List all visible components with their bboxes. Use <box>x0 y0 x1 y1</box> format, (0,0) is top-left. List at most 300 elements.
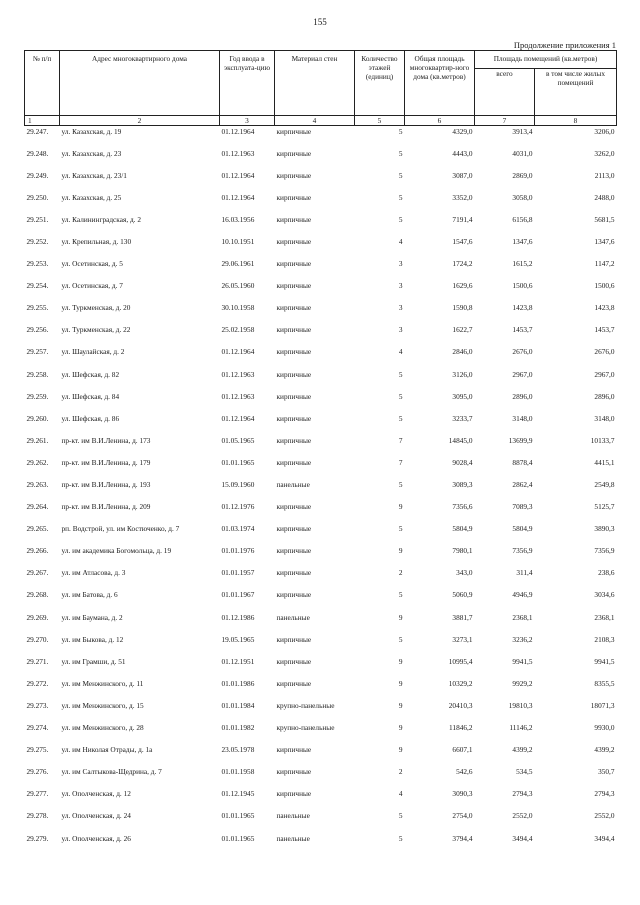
total-area-cell: 7356,6 <box>452 502 473 512</box>
premises-total-cell: 1423,8 <box>512 303 533 313</box>
address-cell: ул. Шаулайская, д. 2 <box>61 347 125 357</box>
total-area-cell: 1724,2 <box>452 259 473 269</box>
address-cell: ул. Шефская, д. 84 <box>61 391 120 401</box>
row-number: 29.253. <box>26 259 49 269</box>
row-number: 29.261. <box>26 435 49 445</box>
living-area-cell: 1453,7 <box>594 325 615 335</box>
year-cell: 01.01.1967 <box>221 590 255 600</box>
premises-total-cell: 3236,2 <box>512 634 533 644</box>
row-number: 29.262. <box>26 457 49 467</box>
row-number: 29.269. <box>26 612 49 622</box>
total-area-cell: 9028,4 <box>452 457 473 467</box>
table-row <box>25 766 617 788</box>
total-area-cell: 542,6 <box>456 767 473 777</box>
year-cell: 25.02.1958 <box>221 325 255 335</box>
address-cell: ул. Крепильная, д. 130 <box>61 236 132 246</box>
row-number: 29.268. <box>26 590 49 600</box>
year-cell: 19.05.1965 <box>221 634 255 644</box>
row-number: 29.270. <box>26 634 49 644</box>
material-cell: кирпичные <box>276 192 312 202</box>
floors-cell: 4 <box>398 347 403 357</box>
living-area-cell: 3890,3 <box>594 524 615 534</box>
address-cell: ул. Казахская, д. 25 <box>61 192 122 202</box>
row-number: 29.271. <box>26 656 49 666</box>
row-number: 29.274. <box>26 723 49 733</box>
year-cell: 01.12.1963 <box>221 148 255 158</box>
material-cell: кирпичные <box>276 170 312 180</box>
year-cell: 01.12.1963 <box>221 369 255 379</box>
material-cell: кирпичные <box>276 325 312 335</box>
row-number: 29.251. <box>26 214 49 224</box>
floors-cell: 5 <box>398 214 403 224</box>
address-cell: ул. Ополченская, д. 26 <box>61 833 131 843</box>
total-area-cell: 5060,9 <box>452 590 473 600</box>
total-area-cell: 4443,0 <box>452 148 473 158</box>
address-cell: ул. Казахская, д. 23/1 <box>61 170 127 180</box>
living-area-cell: 9930,0 <box>594 723 615 733</box>
housing-table <box>24 50 617 855</box>
floors-cell: 2 <box>398 767 403 777</box>
year-cell: 01.01.1982 <box>221 723 255 733</box>
living-area-cell: 1423,8 <box>594 303 615 313</box>
living-area-cell: 2967,0 <box>594 369 615 379</box>
year-cell: 01.12.1951 <box>221 656 255 666</box>
living-area-cell: 3206,0 <box>594 127 615 136</box>
floors-cell: 7 <box>398 457 403 467</box>
floors-cell: 5 <box>398 391 403 401</box>
address-cell: рп. Водстрой, ул. им Костюченко, д. 7 <box>61 524 180 534</box>
premises-total-cell: 7089,3 <box>512 502 533 512</box>
row-number: 29.264. <box>26 502 49 512</box>
living-area-cell: 3494,4 <box>594 833 615 843</box>
column-number: 7 <box>475 116 535 126</box>
year-cell: 01.12.1964 <box>221 413 255 423</box>
table-row <box>25 369 617 391</box>
material-cell: кирпичные <box>276 391 312 401</box>
table-row <box>25 589 617 611</box>
table-row <box>25 523 617 545</box>
header-material: Материал стен <box>275 51 355 116</box>
premises-total-cell: 2794,3 <box>512 789 533 799</box>
year-cell: 16.03.1956 <box>221 214 255 224</box>
table-row <box>25 435 617 457</box>
column-number: 4 <box>275 116 355 126</box>
column-number: 5 <box>355 116 405 126</box>
year-cell: 10.10.1951 <box>221 236 255 246</box>
table-row <box>25 346 617 368</box>
table-row <box>25 612 617 634</box>
address-cell: ул. им академика Богомольца, д. 19 <box>61 546 172 556</box>
living-area-cell: 18071,3 <box>590 700 615 710</box>
floors-cell: 9 <box>398 656 403 666</box>
floors-cell: 5 <box>398 590 403 600</box>
address-cell: ул. Ополченская, д. 24 <box>61 811 131 821</box>
total-area-cell: 3881,7 <box>452 612 473 622</box>
total-area-cell: 3233,7 <box>452 413 473 423</box>
year-cell: 01.01.1976 <box>221 546 255 556</box>
table-row <box>25 413 617 435</box>
material-cell: кирпичные <box>276 546 312 556</box>
living-area-cell: 7356,9 <box>594 546 615 556</box>
table-row <box>25 192 617 214</box>
premises-total-cell: 9941,5 <box>512 656 533 666</box>
total-area-cell: 7980,1 <box>452 546 473 556</box>
year-cell: 01.01.1957 <box>221 568 255 578</box>
total-area-cell: 10995,4 <box>448 656 473 666</box>
address-cell: пр-кт. им В.И.Ленина, д. 179 <box>61 457 151 467</box>
year-cell: 01.12.1964 <box>221 127 255 136</box>
table-row <box>25 148 617 170</box>
row-number: 29.275. <box>26 745 49 755</box>
table-row <box>25 634 617 656</box>
total-area-cell: 11846,2 <box>449 723 473 733</box>
floors-cell: 9 <box>398 678 403 688</box>
table-row <box>25 567 617 589</box>
row-number: 29.260. <box>26 413 49 423</box>
row-number: 29.252. <box>26 236 49 246</box>
material-cell: кирпичные <box>276 767 312 777</box>
premises-total-cell: 534,5 <box>516 767 533 777</box>
total-area-cell: 3273,1 <box>452 634 473 644</box>
material-cell: кирпичные <box>276 457 312 467</box>
table-row <box>25 391 617 413</box>
table-row <box>25 258 617 280</box>
address-cell: ул. Туркменская, д. 22 <box>61 325 131 335</box>
premises-total-cell: 4946,9 <box>512 590 533 600</box>
floors-cell: 9 <box>398 502 403 512</box>
address-cell: ул. им Атласова, д. 3 <box>61 568 126 578</box>
premises-total-cell: 2368,1 <box>512 612 533 622</box>
table-row <box>25 236 617 258</box>
table-row <box>25 788 617 810</box>
year-cell: 01.12.1986 <box>221 612 255 622</box>
living-area-cell: 5681,5 <box>594 214 615 224</box>
row-number: 29.266. <box>26 546 49 556</box>
table-row <box>25 280 617 302</box>
table-row <box>25 744 617 766</box>
material-cell: кирпичные <box>276 214 312 224</box>
row-number: 29.258. <box>26 369 49 379</box>
living-area-cell: 10133,7 <box>590 435 615 445</box>
premises-total-cell: 7356,9 <box>512 546 533 556</box>
premises-total-cell: 4031,0 <box>512 148 533 158</box>
total-area-cell: 7191,4 <box>452 214 473 224</box>
address-cell: пр-кт. им В.И.Ленина, д. 209 <box>61 502 151 512</box>
row-number: 29.272. <box>26 678 49 688</box>
total-area-cell: 1547,6 <box>452 236 473 246</box>
floors-cell: 9 <box>398 723 403 733</box>
year-cell: 26.05.1960 <box>221 281 255 291</box>
material-cell: кирпичные <box>276 678 312 688</box>
year-cell: 01.01.1965 <box>221 811 255 821</box>
premises-total-cell: 2967,0 <box>512 369 533 379</box>
total-area-cell: 2846,0 <box>452 347 473 357</box>
living-area-cell: 8355,5 <box>594 678 615 688</box>
total-area-cell: 3794,4 <box>452 833 473 843</box>
column-number: 1 <box>25 116 60 126</box>
table-row <box>25 833 617 855</box>
year-cell: 15.09.1960 <box>221 480 255 489</box>
premises-total-cell: 3058,0 <box>512 192 533 202</box>
floors-cell: 9 <box>398 546 403 556</box>
column-number: 2 <box>60 116 220 126</box>
header-year: Год ввода в эксплуата-цию <box>220 51 275 116</box>
premises-total-cell: 1500,6 <box>512 281 533 291</box>
material-cell: кирпичные <box>276 236 312 246</box>
floors-cell: 5 <box>398 127 403 136</box>
material-cell: крупно-панельные <box>276 723 335 733</box>
total-area-cell: 3087,0 <box>452 170 473 180</box>
living-area-cell: 1500,6 <box>594 281 615 291</box>
living-area-cell: 1147,2 <box>594 259 615 269</box>
premises-total-cell: 2862,4 <box>512 480 533 489</box>
address-cell: ул. им Баумана, д. 2 <box>61 612 123 622</box>
living-area-cell: 2108,3 <box>594 634 615 644</box>
floors-cell: 3 <box>398 325 403 335</box>
header-address: Адрес многоквартирного дома <box>60 51 220 116</box>
year-cell: 01.01.1965 <box>221 457 255 467</box>
material-cell: кирпичные <box>276 281 312 291</box>
total-area-cell: 4329,0 <box>452 127 473 136</box>
floors-cell: 3 <box>398 303 403 313</box>
floors-cell: 5 <box>398 170 403 180</box>
premises-total-cell: 8878,4 <box>512 457 533 467</box>
material-cell: кирпичные <box>276 524 312 534</box>
header-num: № п/п <box>25 51 60 116</box>
year-cell: 01.12.1964 <box>221 170 255 180</box>
row-number: 29.248. <box>26 148 49 158</box>
row-number: 29.279. <box>26 833 49 843</box>
continuation-label: Продолжение приложения 1 <box>513 40 616 50</box>
row-number: 29.257. <box>26 347 49 357</box>
floors-cell: 7 <box>398 435 403 445</box>
living-area-cell: 1347,6 <box>594 236 615 246</box>
total-area-cell: 1590,8 <box>452 303 473 313</box>
living-area-cell: 2113,0 <box>594 170 615 180</box>
living-area-cell: 2488,0 <box>594 192 615 202</box>
floors-cell: 5 <box>398 634 403 644</box>
column-numbers-row <box>25 116 617 126</box>
address-cell: ул. Калининградская, д. 2 <box>61 214 141 224</box>
floors-cell: 4 <box>398 236 403 246</box>
table-row <box>25 126 617 148</box>
table-row <box>25 214 617 236</box>
year-cell: 01.12.1963 <box>221 391 255 401</box>
material-cell: кирпичные <box>276 259 312 269</box>
premises-total-cell: 2896,0 <box>512 391 533 401</box>
address-cell: ул. им Батова, д. 6 <box>61 590 118 600</box>
living-area-cell: 4415,1 <box>594 457 615 467</box>
address-cell: ул. Шефская, д. 82 <box>61 369 120 379</box>
floors-cell: 5 <box>398 480 403 489</box>
table-row <box>25 501 617 523</box>
material-cell: кирпичные <box>276 634 312 644</box>
address-cell: ул. им Менжинского, д. 28 <box>61 723 144 733</box>
address-cell: ул. им Николая Отрады, д. 1а <box>61 745 153 755</box>
table-row <box>25 656 617 678</box>
material-cell: кирпичные <box>276 656 312 666</box>
total-area-cell: 6607,1 <box>452 745 473 755</box>
year-cell: 01.12.1976 <box>221 502 255 512</box>
total-area-cell: 1622,7 <box>452 325 473 335</box>
floors-cell: 9 <box>398 700 403 710</box>
year-cell: 01.03.1974 <box>221 524 255 534</box>
material-cell: кирпичные <box>276 568 312 578</box>
premises-total-cell: 1615,2 <box>512 259 533 269</box>
year-cell: 01.12.1964 <box>221 347 255 357</box>
premises-total-cell: 2676,0 <box>512 347 533 357</box>
row-number: 29.256. <box>26 325 49 335</box>
address-cell: ул. им Быкова, д. 12 <box>61 634 124 644</box>
year-cell: 01.05.1965 <box>221 435 255 445</box>
address-cell: ул. Казахская, д. 23 <box>61 148 122 158</box>
table-row <box>25 324 617 346</box>
material-cell: панельные <box>276 480 310 489</box>
material-cell: кирпичные <box>276 127 312 136</box>
material-cell: кирпичные <box>276 148 312 158</box>
material-cell: кирпичные <box>276 303 312 313</box>
living-area-cell: 5125,7 <box>594 502 615 512</box>
address-cell: ул. Казахская, д. 19 <box>61 127 122 136</box>
floors-cell: 5 <box>398 811 403 821</box>
table-row <box>25 722 617 744</box>
year-cell: 01.01.1965 <box>221 833 255 843</box>
total-area-cell: 3126,0 <box>452 369 473 379</box>
material-cell: кирпичные <box>276 789 312 799</box>
row-number: 29.259. <box>26 391 49 401</box>
premises-total-cell: 3148,0 <box>512 413 533 423</box>
premises-total-cell: 3494,4 <box>512 833 533 843</box>
floors-cell: 5 <box>398 524 403 534</box>
row-number: 29.278. <box>26 811 49 821</box>
living-area-cell: 4399,2 <box>594 745 615 755</box>
living-area-cell: 2368,1 <box>594 612 615 622</box>
header-premises-area: Площадь помещений (кв.метров) <box>475 51 617 69</box>
floors-cell: 5 <box>398 148 403 158</box>
living-area-cell: 3034,6 <box>594 590 615 600</box>
page-number: 155 <box>313 17 327 27</box>
material-cell: кирпичные <box>276 502 312 512</box>
total-area-cell: 20410,3 <box>448 700 473 710</box>
material-cell: кирпичные <box>276 347 312 357</box>
floors-cell: 9 <box>398 745 403 755</box>
header-floors: Количество этажей (единиц) <box>355 51 405 116</box>
material-cell: кирпичные <box>276 369 312 379</box>
table-row <box>25 810 617 832</box>
material-cell: кирпичные <box>276 413 312 423</box>
total-area-cell: 5804,9 <box>452 524 473 534</box>
row-number: 29.277. <box>26 789 49 799</box>
material-cell: кирпичные <box>276 745 312 755</box>
floors-cell: 5 <box>398 833 403 843</box>
total-area-cell: 1629,6 <box>452 281 473 291</box>
year-cell: 01.12.1964 <box>221 192 255 202</box>
premises-total-cell: 19810,3 <box>508 700 533 710</box>
material-cell: панельные <box>276 612 310 622</box>
material-cell: кирпичные <box>276 590 312 600</box>
address-cell: ул. Осетинская, д. 5 <box>61 259 123 269</box>
premises-total-cell: 2869,0 <box>512 170 533 180</box>
living-area-cell: 238,6 <box>598 568 615 578</box>
total-area-cell: 3095,0 <box>452 391 473 401</box>
row-number: 29.273. <box>26 700 49 710</box>
address-cell: ул. им Салтыкова-Щедрина, д. 7 <box>61 767 162 777</box>
premises-total-cell: 1347,6 <box>512 236 533 246</box>
row-number: 29.255. <box>26 303 49 313</box>
address-cell: ул. Шефская, д. 86 <box>61 413 120 423</box>
row-number: 29.276. <box>26 767 49 777</box>
premises-total-cell: 11146,2 <box>509 723 533 733</box>
total-area-cell: 14845,0 <box>448 435 473 445</box>
living-area-cell: 2552,0 <box>594 811 615 821</box>
total-area-cell: 3090,3 <box>452 789 473 799</box>
row-number: 29.254. <box>26 281 49 291</box>
material-cell: крупно-панельные <box>276 700 335 710</box>
premises-total-cell: 1453,7 <box>512 325 533 335</box>
year-cell: 30.10.1958 <box>221 303 255 313</box>
year-cell: 01.12.1945 <box>221 789 255 799</box>
living-area-cell: 3262,0 <box>594 148 615 158</box>
address-cell: ул. им Грамши, д. 51 <box>61 656 126 666</box>
total-area-cell: 10329,2 <box>448 678 473 688</box>
living-area-cell: 2794,3 <box>594 789 615 799</box>
row-number: 29.249. <box>26 170 49 180</box>
floors-cell: 3 <box>398 281 403 291</box>
premises-total-cell: 4399,2 <box>512 745 533 755</box>
material-cell: панельные <box>276 833 310 843</box>
living-area-cell: 350,7 <box>598 767 615 777</box>
premises-total-cell: 2552,0 <box>512 811 533 821</box>
total-area-cell: 3089,3 <box>452 480 473 489</box>
living-area-cell: 2676,0 <box>594 347 615 357</box>
row-number: 29.267. <box>26 568 49 578</box>
floors-cell: 9 <box>398 612 403 622</box>
row-number: 29.247. <box>26 127 49 136</box>
table-row <box>25 700 617 722</box>
table-row <box>25 170 617 192</box>
table-row <box>25 479 617 501</box>
row-number: 29.250. <box>26 192 49 202</box>
living-area-cell: 2549,8 <box>594 480 615 489</box>
table-row <box>25 457 617 479</box>
address-cell: ул. Туркменская, д. 20 <box>61 303 131 313</box>
header-premises-living: в том числе жилых помещений <box>535 69 617 116</box>
address-cell: ул. Ополченская, д. 12 <box>61 789 131 799</box>
address-cell: ул. им Менжинского, д. 11 <box>61 678 144 688</box>
floors-cell: 3 <box>398 259 403 269</box>
address-cell: ул. Осетинская, д. 7 <box>61 281 123 291</box>
living-area-cell: 9941,5 <box>594 656 615 666</box>
column-number: 6 <box>405 116 475 126</box>
table-row <box>25 678 617 700</box>
material-cell: кирпичные <box>276 435 312 445</box>
premises-total-cell: 5804,9 <box>512 524 533 534</box>
premises-total-cell: 9929,2 <box>512 678 533 688</box>
year-cell: 01.01.1984 <box>221 700 255 710</box>
header-premises-total: всего <box>475 69 535 116</box>
premises-total-cell: 13699,9 <box>508 435 533 445</box>
floors-cell: 4 <box>398 789 403 799</box>
year-cell: 23.05.1978 <box>221 745 255 755</box>
premises-total-cell: 6156,8 <box>512 214 533 224</box>
address-cell: ул. им Менжинского, д. 15 <box>61 700 144 710</box>
year-cell: 29.06.1961 <box>221 259 255 269</box>
row-number: 29.263. <box>26 480 49 489</box>
year-cell: 01.01.1958 <box>221 767 255 777</box>
floors-cell: 5 <box>398 413 403 423</box>
column-number: 3 <box>220 116 275 126</box>
premises-total-cell: 311,4 <box>516 568 533 578</box>
